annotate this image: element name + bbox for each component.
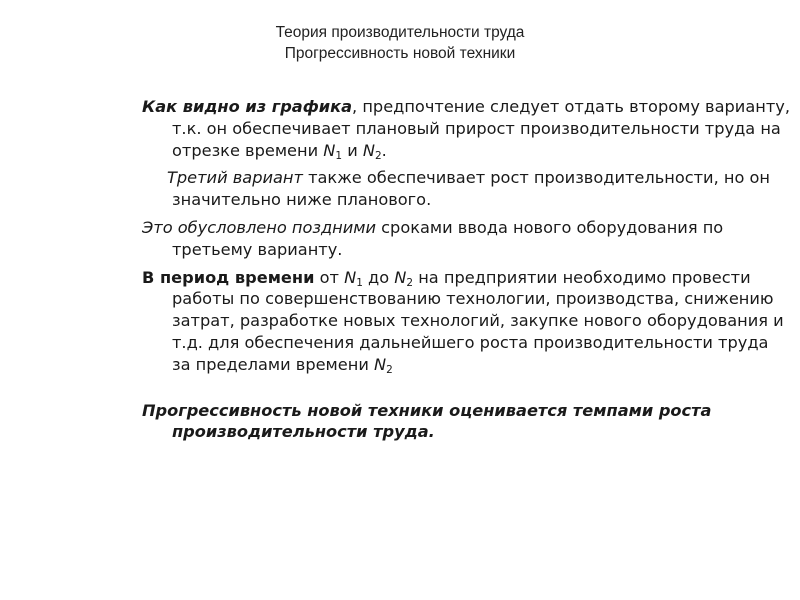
p4-sub1: 1 — [356, 276, 363, 289]
p4-n1: N — [344, 267, 357, 287]
p4-sub3: 2 — [386, 363, 393, 376]
paragraph-4 — [142, 267, 792, 376]
slide-body — [142, 96, 792, 449]
paragraph-1 — [142, 96, 792, 161]
p1-sub1: 1 — [335, 149, 343, 162]
p1-n2: N — [362, 140, 375, 160]
p1-text: , предпочтение следует отдать второму варианту, т.к. он обеспечивает плановый прирост производительности труда на отрезке времени — [172, 97, 790, 160]
p3-lead: Это обусловлено поздними — [142, 217, 376, 237]
p3-text: сроками ввода нового оборудования по третьему варианту. — [172, 217, 724, 259]
title-line-2: Прогрессивность новой техники — [284, 45, 516, 62]
p4-n3: N — [373, 354, 387, 374]
paragraph-2 — [142, 167, 792, 211]
paragraph-5 — [142, 400, 792, 444]
p4-from: от — [314, 267, 345, 287]
p5-text: Прогрессивность новой техники оценивается темпами роста производительности труда. — [142, 400, 712, 442]
p4-n2: N — [394, 267, 407, 287]
p4-text: на предприятии необходимо провести работы по совершенствованию технологии, производства, снижению затрат, разработке новых технологий, закупке нового оборудования и т.д. для обеспечения дальнейшего роста производительности труда за пределами времени — [172, 267, 784, 374]
p1-end: . — [381, 140, 387, 160]
p1-and: и — [342, 140, 363, 160]
title-line-1: Теория производительности труда — [275, 24, 525, 41]
p1-sub2: 2 — [374, 149, 382, 162]
p1-n1: N — [323, 140, 336, 160]
slide-title — [0, 22, 800, 64]
p4-to: до — [362, 267, 395, 287]
paragraph-3 — [142, 217, 792, 261]
p4-lead: В период времени — [142, 267, 315, 287]
p2-text: также обеспечивает рост производительности, но он значительно ниже планового. — [172, 168, 770, 210]
p1-lead: Как видно из графика — [142, 97, 353, 116]
p4-sub2: 2 — [406, 276, 414, 289]
p2-lead: Третий вариант — [167, 168, 303, 188]
